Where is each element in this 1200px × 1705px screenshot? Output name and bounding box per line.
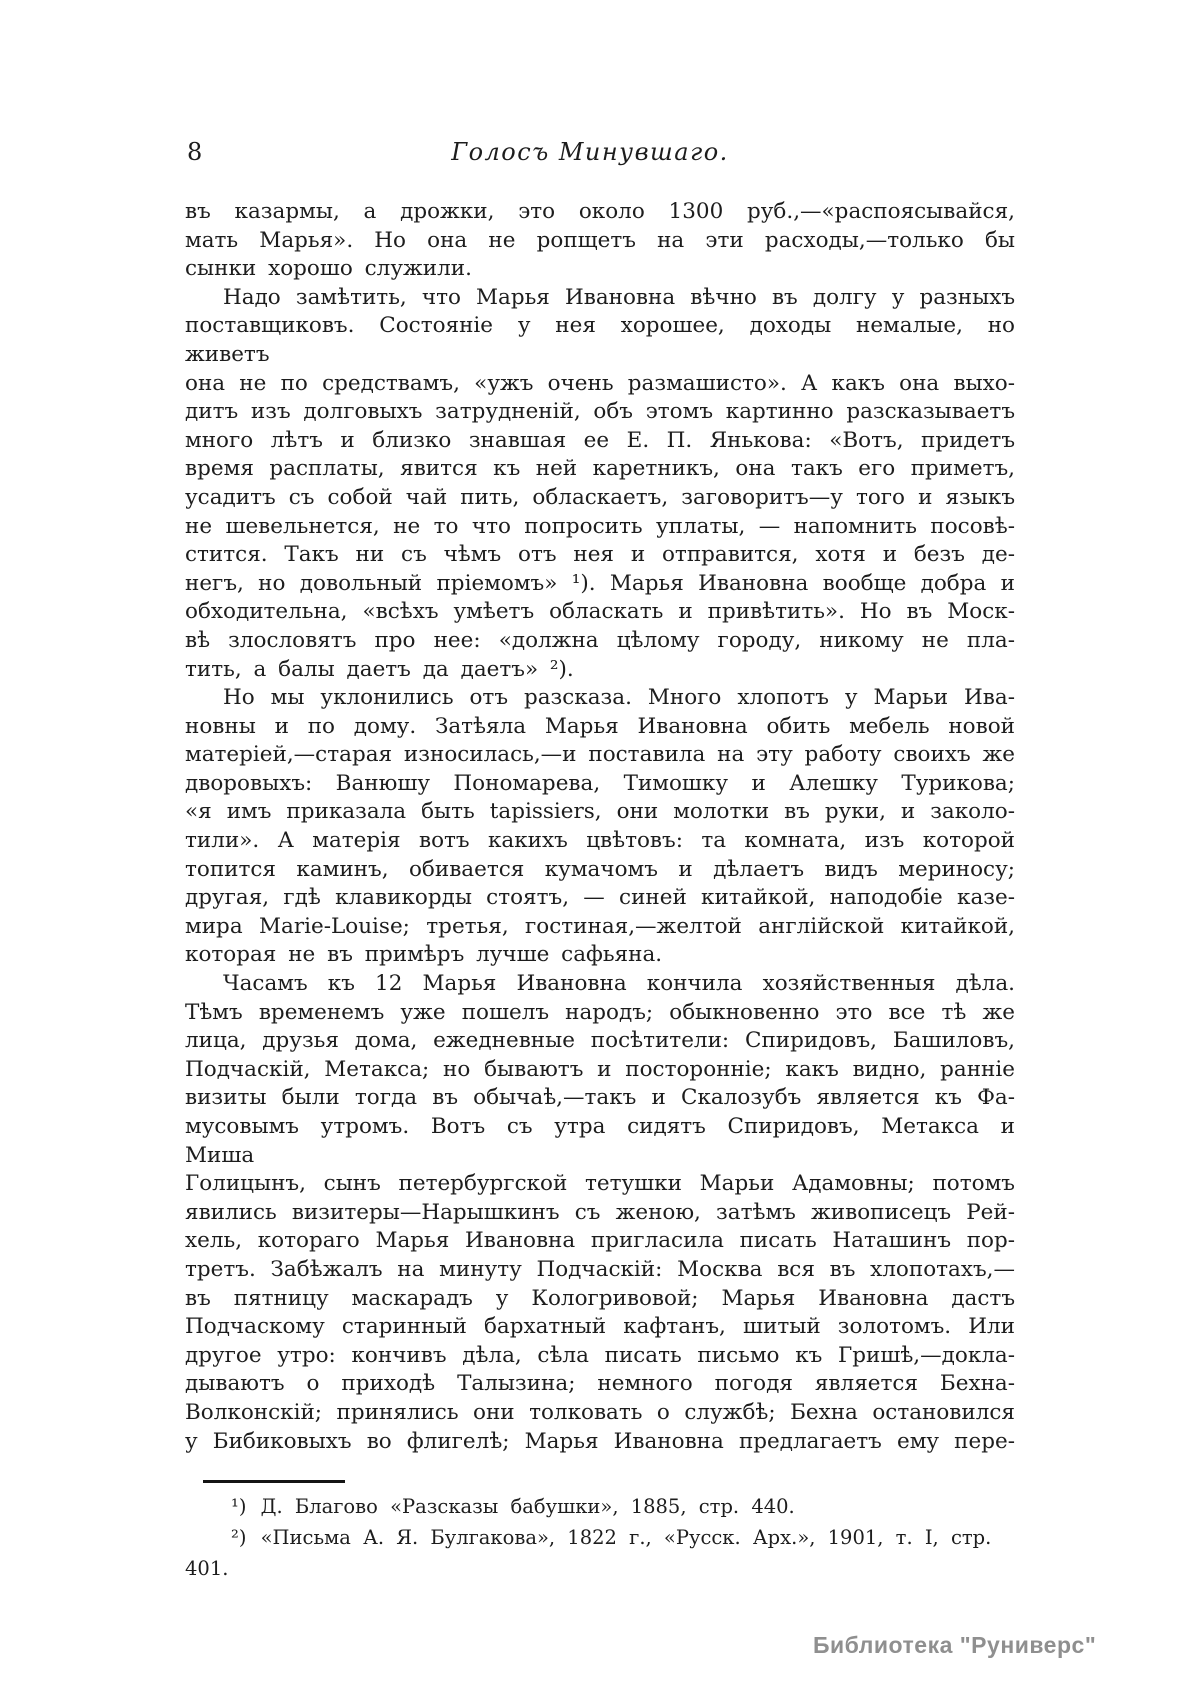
text-line: Подчаскій, Метакса; но бываютъ и посторонніе; какъ видно, ранніе [185,1056,1015,1082]
text-line: матеріей,—старая износилась,—и поставила на эту работу своихъ же [185,742,1015,768]
body-text [185,198,1015,1456]
text-line: Но мы уклонились отъ разсказа. Много хлопотъ у Марьи Ива- [223,685,1015,711]
text-line: у Бибиковыхъ во флигелѣ; Марья Ивановна предлагаетъ ему пере- [185,1428,1015,1454]
footnote: ¹) Д. Благово «Разсказы бабушки», 1885, стр. 440. [231,1495,795,1519]
text-line: много лѣтъ и близко знавшая ее Е. П. Янькова: «Вотъ, придетъ [185,427,1015,453]
text-line: третъ. Забѣжалъ на минуту Подчаскій: Москва вся въ хлопотахъ,— [185,1256,1015,1282]
text-line: мусовымъ утромъ. Вотъ съ утра сидятъ Спиридовъ, Метакса и Миша [185,1114,1015,1168]
text-line: визиты были тогда въ обычаѣ,—такъ и Скалозубъ является къ Фа- [185,1085,1015,1111]
footnote: ²) «Письма А. Я. Булгакова», 1822 г., «Русск. Арх.», 1901, т. I, стр. 401. [185,1526,992,1581]
text-line: въ казармы, а дрожки, это около 1300 руб.,—«распоясывайся, [185,199,1015,224]
text-line: дываютъ о приходѣ Талызина; немного погодя является Бехна- [185,1371,1015,1397]
text-line: мира Marie-Louise; третья, гостиная,—желтой англійской китайкой, [185,913,1015,939]
text-line: Часамъ къ 12 Марья Ивановна кончила хозяйственныя дѣла. [223,971,1015,997]
text-line: вѣ злословятъ про нее: «должна цѣлому городу, никому не пла- [185,627,1015,653]
text-line: «я имъ приказала быть tapissiers, они молотки въ руки, и заколо- [185,799,1015,825]
text-line: обходительна, «всѣхъ умѣетъ обласкать и привѣтить». Но въ Моск- [185,599,1015,625]
text-line: Тѣмъ временемъ уже пошелъ народъ; обыкновенно это все тѣ же [185,999,1015,1025]
footnote-marker: ²) [231,1526,259,1550]
text-line: мать Марья». Но она не ропщетъ на эти расходы,—только бы [185,227,1015,253]
text-line: которая не въ примѣръ лучше сафьяна. [185,942,663,968]
text-line: Голицынъ, сынъ петербургской тетушки Марьи Адамовны; потомъ [185,1171,1015,1197]
text-line: въ пятницу маскарадъ у Кологривовой; Марья Ивановна дастъ [185,1285,1015,1311]
text-line: поставщиковъ. Состояніе у нея хорошее, доходы немалые, но живетъ [185,313,1015,367]
text-line: явились визитеры—Нарышкинъ съ женою, затѣмъ живописецъ Рей- [185,1199,1015,1225]
text-line: другая, гдѣ клавикорды стоятъ, — синей китайкой, наподобіе казе- [185,885,1015,911]
footnotes [185,1491,1015,1584]
text-line: не шевельнется, не то что попросить уплаты, — напомнить посовѣ- [185,513,1015,539]
library-watermark: Библиотека "Руниверс" [813,1632,1097,1658]
text-line: дворовыхъ: Ванюшу Пономарева, Тимошку и Алешку Турикова; [185,770,1015,796]
text-line: дитъ изъ долговыхъ затрудненій, объ этомъ картинно разсказываетъ [185,399,1015,425]
text-line: она не по средствамъ, «ужъ очень размашисто». А какъ она выхо- [185,370,1015,396]
footnote-separator [203,1480,345,1483]
paragraph [185,684,1015,970]
text-line: Надо замѣтить, что Марья Ивановна вѣчно въ долгу у разныхъ [223,284,1015,310]
text-line: негъ, но довольный пріемомъ» ¹). Марья Ивановна вообще добра и [185,570,1015,596]
text-line: топится каминъ, обивается кумачомъ и дѣлаетъ видъ мериносу; [185,856,1015,882]
paragraph [185,970,1015,1456]
page-header [185,138,1015,170]
text-line: Подчаскому старинный бархатный кафтанъ, шитый золотомъ. Или [185,1314,1015,1340]
text-line: тили». А матерія вотъ какихъ цвѣтовъ: та комната, изъ которой [185,828,1015,854]
page-number: 8 [187,138,203,166]
text-line: Волконскій; принялись они толковать о службѣ; Бехна остановился [185,1399,1015,1425]
text-line: хель, котораго Марья Ивановна пригласила писать Наташинъ пор- [185,1228,1015,1254]
text-line: стится. Такъ ни съ чѣмъ отъ нея и отправится, хотя и безъ де- [185,542,1015,568]
page-content [185,138,1015,1584]
paragraph [185,198,1015,284]
footnote-marker: ¹) [231,1495,259,1519]
journal-title: Голосъ Минувшаго. [451,138,729,166]
text-line: тить, а балы даетъ да даетъ» ²). [185,656,574,682]
text-line: время расплаты, явится къ ней каретникъ, она такъ его приметъ, [185,456,1015,482]
paragraph [185,284,1015,684]
text-line: усадитъ съ собой чай пить, обласкаетъ, заговоритъ—у того и языкъ [185,484,1015,510]
text-line: новны и по дому. Затѣяла Марья Ивановна обить мебель новой [185,713,1015,739]
text-line: сынки хорошо служили. [185,256,472,282]
text-line: лица, друзья дома, ежедневные посѣтители: Спиридовъ, Башиловъ, [185,1028,1015,1054]
text-line: другое утро: кончивъ дѣла, сѣла писать письмо къ Гришѣ,—докла- [185,1342,1015,1368]
